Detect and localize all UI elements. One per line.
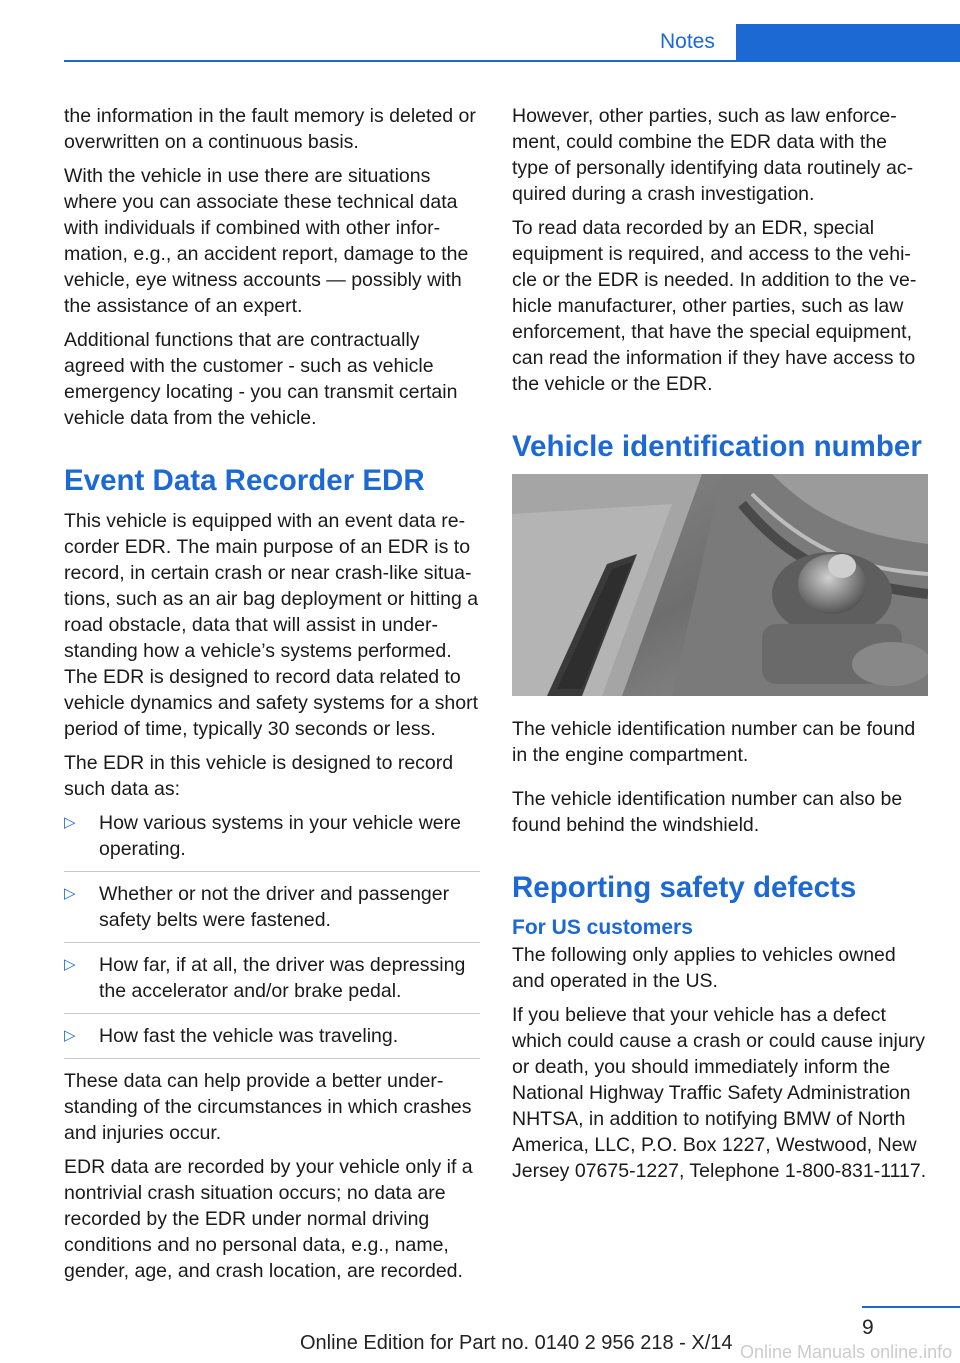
defects-heading: Reporting safety defects	[512, 871, 857, 904]
list-item-text: How various systems in your vehicle were operating.	[99, 812, 461, 860]
paragraph: If you believe that your vehicle has a defect which could cause a crash or could cause injury or death, you should immediately inform the National Highway Traffic Safety Administration NHTSA, in addition to notifying BMW of North America, LLC, P.O. Box 1227, Westwood, New Jersey 07675-1227, Telephone 1-800-831-1117.	[512, 1004, 927, 1182]
engine-compartment-photo	[512, 474, 928, 696]
paragraph: Additional functions that are contractually agreed with the customer - such as vehicle emergency locating - you can transmit certain vehicle data from the vehicle.	[64, 329, 458, 429]
paragraph: EDR data are recorded by your vehicle only if a nontrivial crash situation occurs; no data are recorded by the EDR under normal driving conditions and no personal data, e.g., name, gender, age, and crash location, are recorded.	[64, 1156, 473, 1282]
watermark: Online Manuals online.info	[740, 1342, 953, 1362]
paragraph: This vehicle is equipped with an event data recorder EDR. The main purpose of an EDR is to record, in certain crash or near crash-like situations, such as an air bag deployment or hitting a road obstacle, data that will assist in understanding how a vehicle’s systems performed. The EDR is designed to record data related to vehicle dynamics and safety systems for a short period of time, typically 30 seconds or less.	[64, 510, 479, 740]
page-number: 9	[862, 1316, 874, 1339]
list-item-text: How fast the vehicle was traveling.	[99, 1025, 399, 1047]
triangle-right-outline-icon: ▷	[64, 956, 76, 973]
edition-footer: Online Edition for Part no. 0140 2 956 218 - X/14	[300, 1332, 733, 1354]
triangle-right-outline-icon: ▷	[64, 814, 76, 831]
paragraph: The vehicle identification number can be found in the engine compartment.	[512, 718, 916, 766]
list-item	[64, 881, 480, 943]
header-rule	[64, 60, 736, 62]
list-item	[64, 810, 480, 872]
paragraph: To read data recorded by an EDR, special equipment is required, and access to the vehicle or the EDR is needed. In addition to the vehicle manufacturer, other parties, such as law enforcement, that have the special equipment, can read the information if they have access to the vehicle or the EDR.	[512, 217, 917, 395]
paragraph: However, other parties, such as law enforcement, could combine the EDR data with the type of personally identifying data routinely acquired during a crash investigation.	[512, 105, 914, 205]
list-item	[64, 952, 480, 1014]
list-item-text: How far, if at all, the driver was depressing the accelerator and/or brake pedal.	[99, 954, 466, 1002]
triangle-right-outline-icon: ▷	[64, 1027, 76, 1044]
list-item-text: Whether or not the driver and passenger safety belts were fastened.	[99, 883, 450, 931]
section-label: Notes	[660, 30, 715, 53]
left-column	[64, 103, 480, 1292]
paragraph: The EDR in this vehicle is designed to record such data as:	[64, 752, 454, 800]
footer-rule	[862, 1306, 960, 1308]
paragraph: With the vehicle in use there are situations where you can associate these technical data with individuals if combined with other information, e.g., an accident report, damage to the vehicle, eye witness accounts — possibly with the assistance of an expert.	[64, 165, 469, 317]
paragraph: The following only applies to vehicles owned and operated in the US.	[512, 944, 896, 992]
paragraph: the information in the fault memory is deleted or overwritten on a continuous basis.	[64, 105, 476, 153]
us-customers-heading: For US customers	[512, 916, 693, 939]
vin-heading: Vehicle identification number	[512, 430, 922, 463]
list-item	[64, 1023, 480, 1059]
right-column	[512, 103, 928, 1192]
section-tab-block	[736, 24, 960, 62]
triangle-right-outline-icon: ▷	[64, 885, 76, 902]
edr-data-list	[64, 810, 480, 1059]
paragraph: These data can help provide a better understanding of the circumstances in which crashes and injuries occur.	[64, 1070, 472, 1144]
edr-heading: Event Data Recorder EDR	[64, 464, 425, 497]
paragraph: The vehicle identification number can also be found behind the windshield.	[512, 788, 903, 836]
